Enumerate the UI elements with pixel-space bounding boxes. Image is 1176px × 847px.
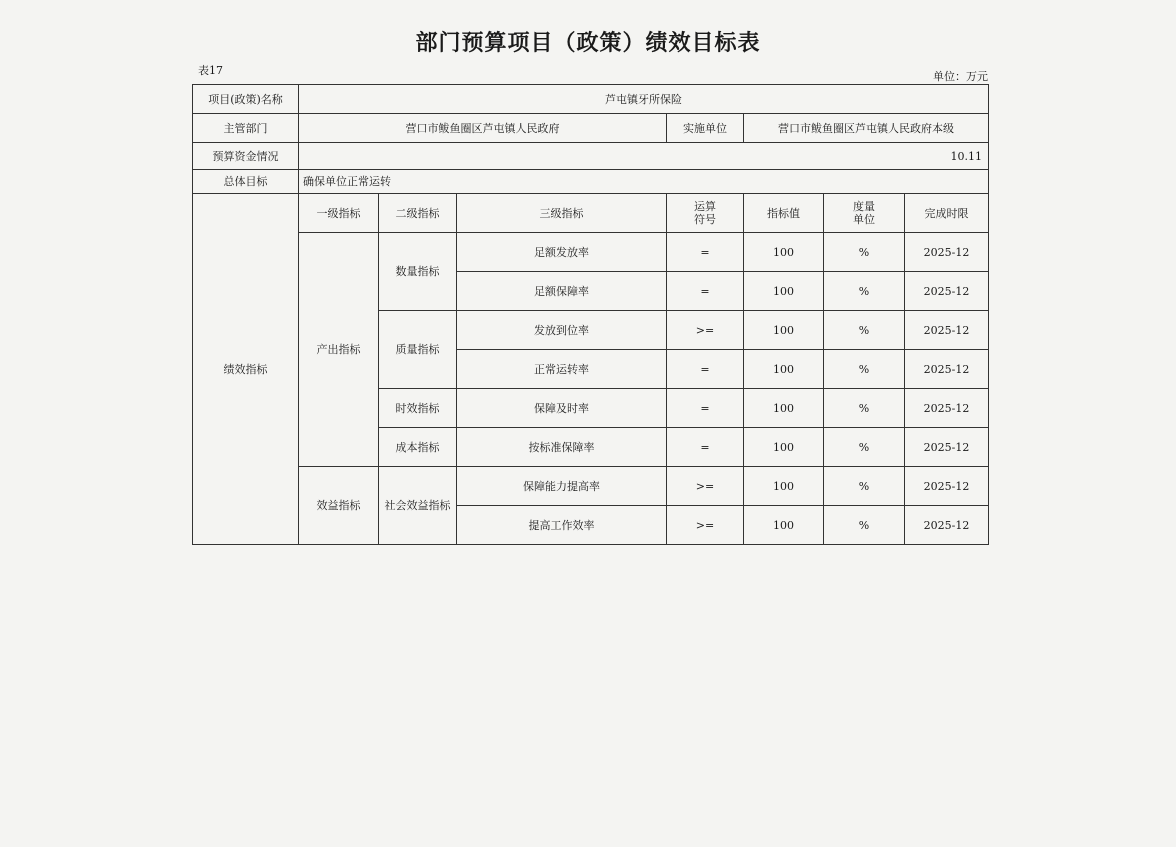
level1-output: 产出指标	[299, 233, 379, 467]
level1-benefit: 效益指标	[299, 467, 379, 545]
department-row	[193, 114, 989, 143]
indicator-header-row	[193, 194, 989, 233]
dept-value: 营口市鲅鱼圈区芦屯镇人民政府	[299, 114, 667, 143]
table-number: 表17	[198, 64, 223, 77]
indicator-deadline: 2025-12	[905, 428, 989, 467]
budget-label: 预算资金情况	[193, 143, 299, 170]
header-op: 运算 符号	[667, 194, 744, 233]
page-title: 部门预算项目（政策）绩效目标表	[415, 30, 761, 56]
level2-social: 社会效益指标	[379, 467, 457, 545]
indicator-deadline: 2025-12	[905, 350, 989, 389]
indicator-value: 100	[744, 272, 824, 311]
indicator-op: =	[667, 428, 744, 467]
indicator-op: >=	[667, 506, 744, 545]
indicator-op: >=	[667, 311, 744, 350]
goal-label: 总体目标	[193, 170, 299, 194]
table-row	[193, 467, 989, 506]
indicator-op: =	[667, 272, 744, 311]
indicator-op: >=	[667, 467, 744, 506]
header-unit: 度量 单位	[824, 194, 905, 233]
project-name-label: 项目(政策)名称	[193, 85, 299, 114]
level2-quality: 质量指标	[379, 311, 457, 389]
indicator-value: 100	[744, 233, 824, 272]
goal-row	[193, 170, 989, 194]
indicator-name: 提高工作效率	[457, 506, 667, 545]
impl-label: 实施单位	[667, 114, 744, 143]
header-deadline: 完成时限	[905, 194, 989, 233]
indicator-value: 100	[744, 467, 824, 506]
project-name-value: 芦屯镇牙所保险	[299, 85, 989, 114]
indicator-deadline: 2025-12	[905, 389, 989, 428]
indicator-deadline: 2025-12	[905, 506, 989, 545]
indicator-deadline: 2025-12	[905, 272, 989, 311]
indicator-unit: %	[824, 428, 905, 467]
indicator-op: =	[667, 233, 744, 272]
indicator-name: 按标准保障率	[457, 428, 667, 467]
level2-quantity: 数量指标	[379, 233, 457, 311]
indicator-value: 100	[744, 428, 824, 467]
indicator-unit: %	[824, 467, 905, 506]
indicators-section-label: 绩效指标	[193, 194, 299, 545]
table-row	[193, 233, 989, 272]
goal-value: 确保单位正常运转	[299, 170, 989, 194]
level2-cost: 成本指标	[379, 428, 457, 467]
indicator-unit: %	[824, 272, 905, 311]
budget-value: 10.11	[299, 143, 989, 170]
header-level3: 三级指标	[457, 194, 667, 233]
indicator-value: 100	[744, 389, 824, 428]
indicator-op: =	[667, 389, 744, 428]
indicator-deadline: 2025-12	[905, 467, 989, 506]
unit-label: 单位：万元	[933, 70, 988, 83]
indicator-name: 足额保障率	[457, 272, 667, 311]
indicator-unit: %	[824, 350, 905, 389]
indicator-value: 100	[744, 350, 824, 389]
indicator-unit: %	[824, 311, 905, 350]
indicator-name: 保障能力提高率	[457, 467, 667, 506]
header-level1: 一级指标	[299, 194, 379, 233]
indicator-value: 100	[744, 506, 824, 545]
indicator-name: 保障及时率	[457, 389, 667, 428]
indicator-deadline: 2025-12	[905, 233, 989, 272]
indicator-unit: %	[824, 506, 905, 545]
indicator-unit: %	[824, 389, 905, 428]
header-value: 指标值	[744, 194, 824, 233]
dept-label: 主管部门	[193, 114, 299, 143]
indicator-unit: %	[824, 233, 905, 272]
indicator-op: =	[667, 350, 744, 389]
impl-value: 营口市鲅鱼圈区芦屯镇人民政府本级	[744, 114, 989, 143]
budget-row	[193, 143, 989, 170]
indicator-name: 发放到位率	[457, 311, 667, 350]
performance-table	[192, 84, 989, 545]
indicator-deadline: 2025-12	[905, 311, 989, 350]
project-name-row	[193, 85, 989, 114]
header-level2: 二级指标	[379, 194, 457, 233]
indicator-name: 足额发放率	[457, 233, 667, 272]
indicator-name: 正常运转率	[457, 350, 667, 389]
level2-time: 时效指标	[379, 389, 457, 428]
indicator-value: 100	[744, 311, 824, 350]
